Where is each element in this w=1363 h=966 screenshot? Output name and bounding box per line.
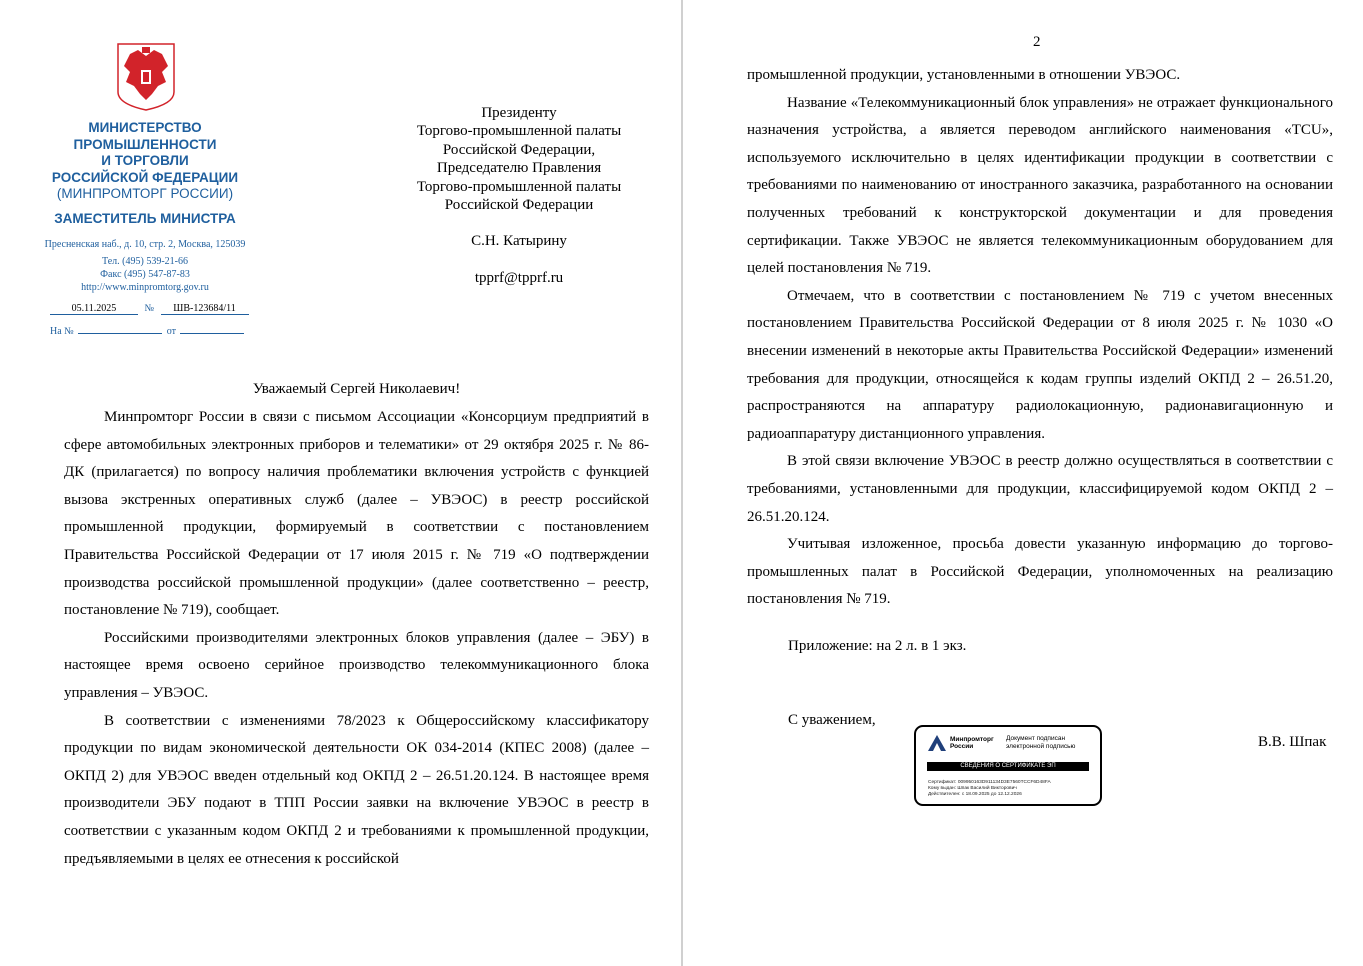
closing-regards: С уважением,: [788, 712, 876, 728]
ministry-contacts: [20, 255, 270, 294]
stamp-signed-line: электронной подписью: [1006, 743, 1076, 750]
electronic-signature-stamp: [914, 725, 1102, 806]
incoming-reference-line: [50, 326, 244, 337]
addressee-line: Российской Федерации: [444, 197, 594, 214]
body-paragraph: В этой связи включение УВЭОС в реестр должно осуществляться в соответствии с требованиями, установленными для продукции, классифицируемой кодом ОКПД 2 – 26.51.20.124.: [747, 453, 1333, 525]
page-number: 2: [1033, 34, 1041, 50]
ministry-name-line: ПРОМЫШЛЕННОСТИ: [73, 136, 217, 152]
reference-from-label: от: [166, 326, 176, 337]
addressee-name: С.Н. Катырину: [471, 233, 567, 250]
number-label: №: [144, 303, 155, 314]
signer-name: В.В. Шпак: [1258, 734, 1327, 750]
stamp-certificate-header: СВЕДЕНИЯ О СЕРТИФИКАТЕ ЭП: [927, 762, 1089, 771]
outgoing-registration-line: [50, 303, 249, 315]
ministry-short-name: (МИНПРОМТОРГ РОССИИ): [56, 186, 234, 201]
reference-date: [180, 333, 244, 334]
body-paragraph: Название «Телекоммуникационный блок управления» не отражает функционального назначения устройства, а является переводом английского наименования «TCU», используемого исключительно в целях идентификации продукции в соответствии с требованиями по наименованию от иностранного заказчика, разработанного на основании полученных требований к конструкторской документации и для проведения сертификации. Также УВЭОС не является телекоммуникационным оборудованием для целей постановления № 719.: [747, 94, 1333, 277]
stamp-signed-line: Документ подписан: [1006, 735, 1066, 742]
ministry-website: http://www.minpromtorg.gov.ru: [81, 282, 209, 293]
attachment-note: Приложение: на 2 л. в 1 экз.: [788, 638, 967, 654]
russian-coat-of-arms-icon: [116, 42, 176, 112]
minpromtorg-logo-icon: [928, 735, 946, 751]
addressee-line: Председателю Правления: [436, 160, 602, 177]
reference-number-label: На №: [50, 326, 74, 337]
addressee-block: [395, 104, 643, 287]
ministry-name: [20, 120, 270, 203]
ministry-address: Пресненская наб., д. 10, стр. 2, Москва, 125039: [44, 239, 246, 250]
stamp-org-line: России: [950, 743, 974, 750]
stamp-certificate-validity: Действителен: с 18.09.2025 до 12.12.2026: [928, 791, 1022, 797]
body-paragraph: В соответствии с изменениями 78/2023 к Общероссийскому классификатору продукции по видам экономической деятельности ОК 034-2014 (КПЕС 2008) (далее – ОКПД 2) для УВЭОС введен отдельный код ОКПД 2 – 26.51.20.124. В настоящее время производители ЭБУ подают в ТПП России заявки на включение УВЭОС в реестр в соответствии с указанным кодом ОКПД 2 и требованиями к промышленной продукции, предъявляемыми в целях ее отнесения к российской: [64, 712, 649, 867]
letter-number: ШВ-123684/11: [161, 303, 249, 315]
letter-body-page-1: [64, 404, 649, 873]
letter-body-page-2: [747, 62, 1333, 614]
stamp-signed-note: [1006, 735, 1096, 751]
ministry-name-line: И ТОРГОВЛИ: [101, 153, 189, 168]
stamp-certificate-owner: Кому выдан: Шпак Василий Викторович: [928, 785, 1017, 791]
body-paragraph: Российскими производителями электронных блоков управления (далее – ЭБУ) в настоящее время освоено серийное производство телекоммуникационного блока управления – УВЭОС.: [64, 629, 649, 701]
ministry-fax: Факс (495) 547-87-83: [100, 269, 190, 280]
ministry-name-line: РОССИЙСКОЙ ФЕДЕРАЦИИ: [51, 169, 239, 185]
body-paragraph-continued: промышленной продукции, установленными в отношении УВЭОС.: [747, 67, 1181, 83]
letter-page-2: [683, 0, 1363, 966]
letter-date: 05.11.2025: [50, 303, 138, 315]
reference-number: [78, 333, 162, 334]
addressee-line: Торгово-промышленной палаты: [416, 123, 622, 140]
body-paragraph: Отмечаем, что в соответствии с постановлением № 719 с учетом внесенных постановлением Правительства Российской Федерации от 8 июля 2025 г. № 1030 «О внесении изменений в некоторые акты Правительства Российской Федерации» изменений требования для продукции, относящейся к кодам группы изделий ОКПД 2 – 26.51.20, распространяются на аппаратуру радиолокационную, радионавигационную и радиоаппаратуру дистанционного управления.: [747, 287, 1333, 442]
addressee-line: Президенту: [481, 105, 557, 121]
body-paragraph: Учитывая изложенное, просьба довести указанную информацию до торгово-промышленных палат в Российской Федерации, уполномоченных на реализацию постановления № 719.: [747, 536, 1333, 608]
addressee-line: Российской Федерации,: [442, 141, 596, 158]
stamp-certificate-details: [928, 780, 1051, 797]
stamp-certificate-id: Сертификат: 009950163D911134D3E7560TCCF6D48FA: [928, 780, 1051, 785]
salutation: Уважаемый Сергей Николаевич!: [252, 381, 461, 397]
addressee-email: tpprf@tpprf.ru: [474, 269, 564, 286]
deputy-minister-title: ЗАМЕСТИТЕЛЬ МИНИСТРА: [54, 211, 236, 226]
stamp-org-line: Минпромторг: [950, 736, 994, 743]
body-paragraph: Минпромторг России в связи с письмом Ассоциации «Консорциум предприятий в сфере автомобильных электронных приборов и телематики» от 29 октября 2025 г. № 86-ДК (прилагается) по вопросу наличия проблематики включения устройств с функцией вызова экстренных оперативных служб (далее – УВЭОС) в реестр российской промышленной продукции, формируемый в соответствии с постановлением Правительства Российской Федерации от 17 июля 2015 г. № 719 «О подтверждении производства российской промышленной продукции» (далее соответственно – реестр, постановление № 719), сообщает.: [64, 409, 649, 619]
ministry-phone: Тел. (495) 539-21-66: [102, 256, 188, 267]
addressee-line: Торгово-промышленной палаты: [416, 178, 622, 195]
stamp-organization: [950, 736, 995, 750]
ministry-name-line: МИНИСТЕРСТВО: [88, 120, 202, 135]
letter-page-1: [0, 0, 681, 966]
